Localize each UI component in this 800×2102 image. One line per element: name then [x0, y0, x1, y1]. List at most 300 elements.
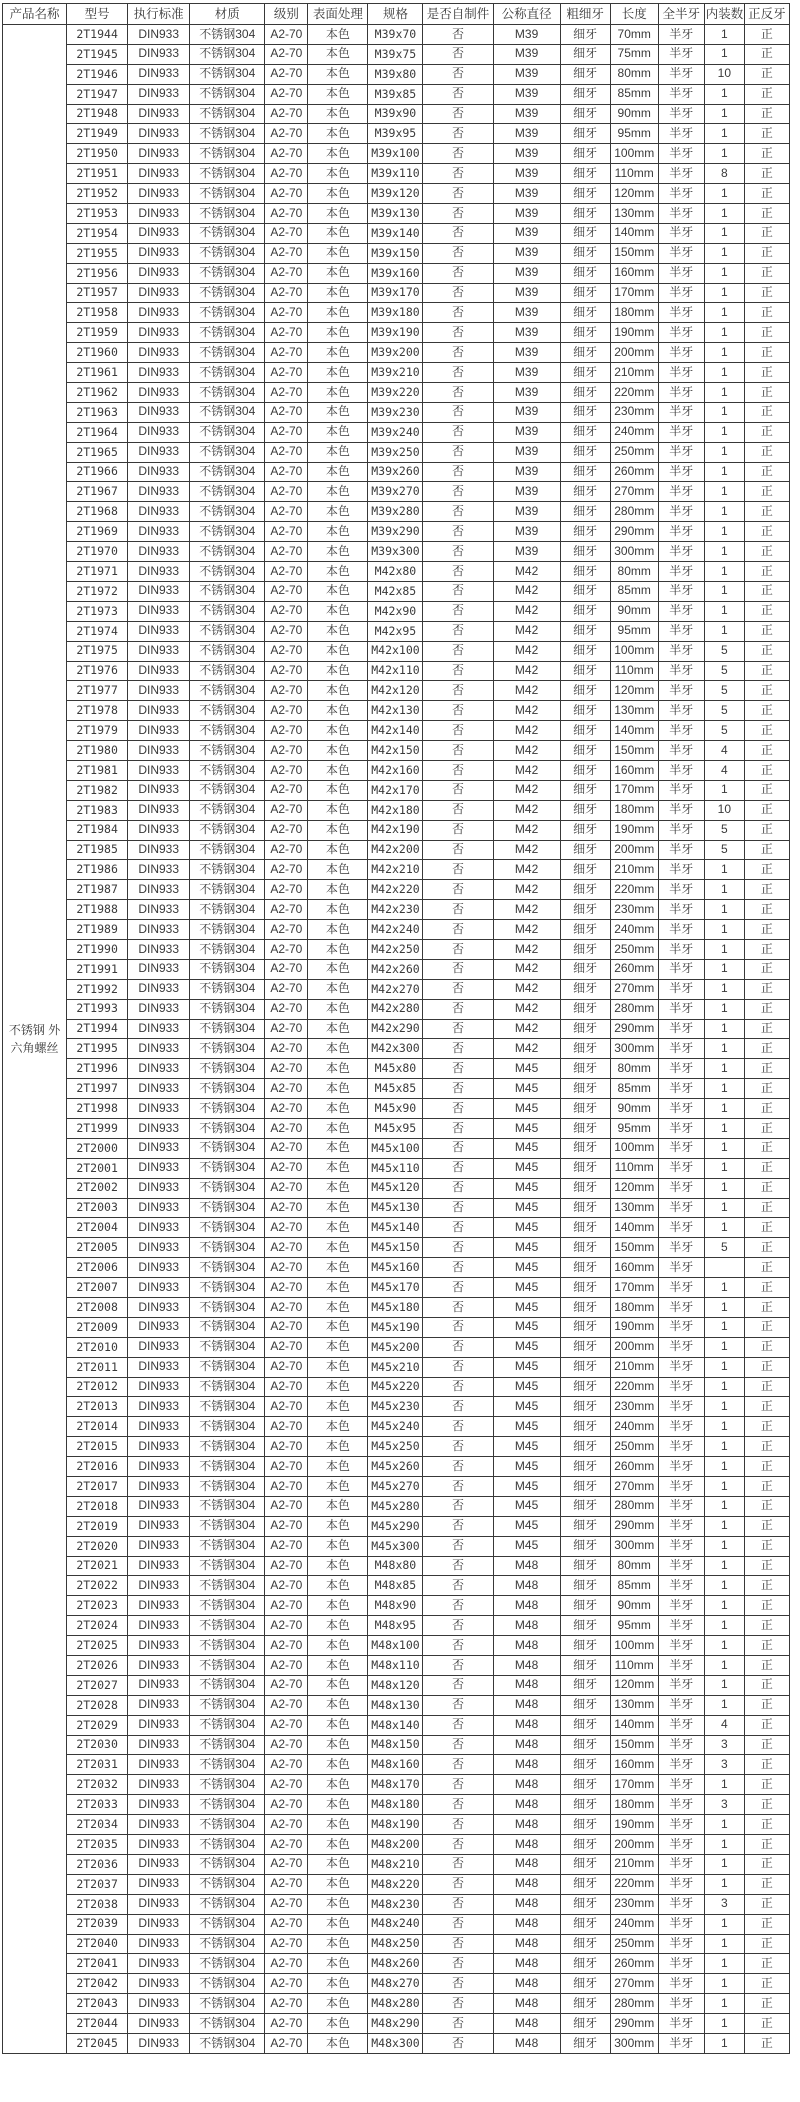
cell-grade: A2-70 — [265, 1258, 308, 1278]
cell-length: 160mm — [610, 1258, 658, 1278]
table-row — [3, 920, 790, 940]
cell-grade: A2-70 — [265, 1377, 308, 1397]
table-row — [3, 223, 790, 243]
cell-direction: 正 — [744, 999, 789, 1019]
cell-material: 不锈钢304 — [190, 1556, 265, 1576]
cell-pack-qty: 1 — [704, 1775, 744, 1795]
cell-material: 不锈钢304 — [190, 661, 265, 681]
cell-grade: A2-70 — [265, 1735, 308, 1755]
cell-model: 2T2004 — [67, 1218, 128, 1238]
cell-length: 100mm — [610, 144, 658, 164]
cell-model: 2T2034 — [67, 1815, 128, 1835]
cell-length: 170mm — [610, 780, 658, 800]
cell-self-made: 否 — [423, 1914, 493, 1934]
cell-model: 2T1960 — [67, 343, 128, 363]
cell-pack-qty: 1 — [704, 1835, 744, 1855]
cell-surface: 本色 — [308, 2014, 368, 2034]
cell-self-made: 否 — [423, 760, 493, 780]
cell-grade: A2-70 — [265, 900, 308, 920]
cell-self-made: 否 — [423, 562, 493, 582]
table-row — [3, 1079, 790, 1099]
cell-diameter: M45 — [493, 1218, 560, 1238]
cell-direction: 正 — [744, 243, 789, 263]
cell-thread-pitch: 细牙 — [560, 860, 610, 880]
cell-length: 200mm — [610, 1835, 658, 1855]
cell-surface: 本色 — [308, 383, 368, 403]
cell-thread-coverage: 半牙 — [658, 681, 704, 701]
cell-model: 2T1990 — [67, 939, 128, 959]
cell-pack-qty: 1 — [704, 25, 744, 45]
cell-thread-pitch: 细牙 — [560, 223, 610, 243]
cell-standard: DIN933 — [128, 1258, 190, 1278]
cell-spec: M48x170 — [368, 1775, 423, 1795]
cell-self-made: 否 — [423, 1516, 493, 1536]
cell-surface: 本色 — [308, 1437, 368, 1457]
cell-direction: 正 — [744, 44, 789, 64]
cell-length: 300mm — [610, 1039, 658, 1059]
cell-direction: 正 — [744, 840, 789, 860]
cell-self-made: 否 — [423, 1457, 493, 1477]
cell-standard: DIN933 — [128, 1377, 190, 1397]
cell-pack-qty: 1 — [704, 104, 744, 124]
cell-grade: A2-70 — [265, 104, 308, 124]
cell-length: 95mm — [610, 1118, 658, 1138]
cell-grade: A2-70 — [265, 1357, 308, 1377]
cell-model: 2T1974 — [67, 621, 128, 641]
cell-material: 不锈钢304 — [190, 1636, 265, 1656]
cell-material: 不锈钢304 — [190, 1596, 265, 1616]
cell-material: 不锈钢304 — [190, 1337, 265, 1357]
cell-model: 2T2012 — [67, 1377, 128, 1397]
cell-thread-pitch: 细牙 — [560, 1775, 610, 1795]
cell-material: 不锈钢304 — [190, 1934, 265, 1954]
cell-grade: A2-70 — [265, 542, 308, 562]
cell-thread-pitch: 细牙 — [560, 1317, 610, 1337]
cell-surface: 本色 — [308, 402, 368, 422]
cell-grade: A2-70 — [265, 204, 308, 224]
cell-thread-pitch: 细牙 — [560, 939, 610, 959]
cell-pack-qty: 4 — [704, 760, 744, 780]
cell-grade: A2-70 — [265, 502, 308, 522]
cell-grade: A2-70 — [265, 422, 308, 442]
table-row — [3, 661, 790, 681]
cell-diameter: M45 — [493, 1198, 560, 1218]
cell-self-made: 否 — [423, 1934, 493, 1954]
cell-pack-qty: 1 — [704, 1198, 744, 1218]
cell-direction: 正 — [744, 283, 789, 303]
cell-surface: 本色 — [308, 760, 368, 780]
cell-surface: 本色 — [308, 1556, 368, 1576]
table-row — [3, 402, 790, 422]
cell-diameter: M45 — [493, 1457, 560, 1477]
cell-thread-coverage: 半牙 — [658, 1914, 704, 1934]
cell-thread-coverage: 半牙 — [658, 1059, 704, 1079]
cell-model: 2T1994 — [67, 1019, 128, 1039]
cell-grade: A2-70 — [265, 1835, 308, 1855]
cell-direction: 正 — [744, 482, 789, 502]
cell-standard: DIN933 — [128, 621, 190, 641]
cell-direction: 正 — [744, 860, 789, 880]
cell-self-made: 否 — [423, 44, 493, 64]
cell-model: 2T1989 — [67, 920, 128, 940]
cell-thread-coverage: 半牙 — [658, 1118, 704, 1138]
cell-model: 2T1992 — [67, 979, 128, 999]
cell-thread-pitch: 细牙 — [560, 64, 610, 84]
cell-standard: DIN933 — [128, 860, 190, 880]
cell-direction: 正 — [744, 1437, 789, 1457]
cell-thread-pitch: 细牙 — [560, 1178, 610, 1198]
cell-thread-pitch: 细牙 — [560, 303, 610, 323]
cell-material: 不锈钢304 — [190, 1477, 265, 1497]
cell-self-made: 否 — [423, 323, 493, 343]
cell-pack-qty: 1 — [704, 1656, 744, 1676]
cell-length: 240mm — [610, 422, 658, 442]
cell-thread-pitch: 细牙 — [560, 1914, 610, 1934]
cell-direction: 正 — [744, 601, 789, 621]
cell-thread-pitch: 细牙 — [560, 164, 610, 184]
table-row — [3, 840, 790, 860]
cell-length: 90mm — [610, 1099, 658, 1119]
cell-thread-pitch: 细牙 — [560, 1437, 610, 1457]
cell-grade: A2-70 — [265, 343, 308, 363]
cell-model: 2T2030 — [67, 1735, 128, 1755]
table-row — [3, 1496, 790, 1516]
cell-spec: M39x180 — [368, 303, 423, 323]
cell-self-made: 否 — [423, 900, 493, 920]
table-row — [3, 1854, 790, 1874]
cell-length: 240mm — [610, 1914, 658, 1934]
cell-spec: M42x230 — [368, 900, 423, 920]
cell-spec: M48x80 — [368, 1556, 423, 1576]
cell-spec: M39x90 — [368, 104, 423, 124]
cell-thread-coverage: 半牙 — [658, 323, 704, 343]
cell-diameter: M45 — [493, 1138, 560, 1158]
table-row — [3, 1636, 790, 1656]
cell-diameter: M45 — [493, 1278, 560, 1298]
cell-grade: A2-70 — [265, 1934, 308, 1954]
cell-length: 120mm — [610, 184, 658, 204]
cell-diameter: M45 — [493, 1118, 560, 1138]
cell-thread-coverage: 半牙 — [658, 1556, 704, 1576]
cell-length: 140mm — [610, 223, 658, 243]
table-row — [3, 64, 790, 84]
cell-thread-pitch: 细牙 — [560, 1496, 610, 1516]
cell-length: 160mm — [610, 760, 658, 780]
cell-pack-qty: 1 — [704, 1079, 744, 1099]
cell-model: 2T2010 — [67, 1337, 128, 1357]
cell-material: 不锈钢304 — [190, 1715, 265, 1735]
cell-spec: M45x290 — [368, 1516, 423, 1536]
cell-thread-pitch: 细牙 — [560, 1695, 610, 1715]
cell-model: 2T1956 — [67, 263, 128, 283]
cell-model: 2T2039 — [67, 1914, 128, 1934]
table-row — [3, 880, 790, 900]
cell-grade: A2-70 — [265, 1079, 308, 1099]
cell-material: 不锈钢304 — [190, 800, 265, 820]
cell-thread-pitch: 细牙 — [560, 502, 610, 522]
cell-thread-coverage: 半牙 — [658, 621, 704, 641]
cell-diameter: M48 — [493, 1894, 560, 1914]
cell-length: 300mm — [610, 542, 658, 562]
cell-standard: DIN933 — [128, 223, 190, 243]
cell-pack-qty: 1 — [704, 204, 744, 224]
cell-grade: A2-70 — [265, 1178, 308, 1198]
cell-material: 不锈钢304 — [190, 1616, 265, 1636]
cell-surface: 本色 — [308, 1477, 368, 1497]
cell-length: 85mm — [610, 1576, 658, 1596]
cell-self-made: 否 — [423, 243, 493, 263]
cell-length: 120mm — [610, 681, 658, 701]
cell-thread-pitch: 细牙 — [560, 1278, 610, 1298]
table-row — [3, 760, 790, 780]
cell-length: 150mm — [610, 1735, 658, 1755]
cell-grade: A2-70 — [265, 64, 308, 84]
cell-material: 不锈钢304 — [190, 1755, 265, 1775]
cell-standard: DIN933 — [128, 601, 190, 621]
cell-spec: M45x180 — [368, 1298, 423, 1318]
cell-pack-qty: 1 — [704, 223, 744, 243]
cell-thread-pitch: 细牙 — [560, 1556, 610, 1576]
cell-diameter: M48 — [493, 1596, 560, 1616]
cell-thread-pitch: 细牙 — [560, 1079, 610, 1099]
cell-thread-coverage: 半牙 — [658, 1795, 704, 1815]
cell-standard: DIN933 — [128, 243, 190, 263]
cell-standard: DIN933 — [128, 1675, 190, 1695]
cell-diameter: M39 — [493, 482, 560, 502]
cell-length: 230mm — [610, 402, 658, 422]
cell-diameter: M45 — [493, 1317, 560, 1337]
cell-standard: DIN933 — [128, 84, 190, 104]
cell-model: 2T2041 — [67, 1954, 128, 1974]
cell-length: 230mm — [610, 1397, 658, 1417]
cell-surface: 本色 — [308, 1974, 368, 1994]
cell-diameter: M39 — [493, 323, 560, 343]
cell-pack-qty: 5 — [704, 681, 744, 701]
cell-standard: DIN933 — [128, 124, 190, 144]
cell-thread-coverage: 半牙 — [658, 641, 704, 661]
cell-spec: M39x130 — [368, 204, 423, 224]
product-spec-table — [2, 3, 790, 2054]
cell-spec: M45x130 — [368, 1198, 423, 1218]
cell-standard: DIN933 — [128, 1397, 190, 1417]
cell-grade: A2-70 — [265, 621, 308, 641]
cell-material: 不锈钢304 — [190, 1516, 265, 1536]
cell-thread-coverage: 半牙 — [658, 1516, 704, 1536]
cell-spec: M48x180 — [368, 1795, 423, 1815]
cell-material: 不锈钢304 — [190, 263, 265, 283]
cell-self-made: 否 — [423, 64, 493, 84]
cell-surface: 本色 — [308, 1576, 368, 1596]
cell-model: 2T2035 — [67, 1835, 128, 1855]
cell-grade: A2-70 — [265, 760, 308, 780]
cell-direction: 正 — [744, 1775, 789, 1795]
table-row — [3, 1218, 790, 1238]
cell-thread-pitch: 细牙 — [560, 1357, 610, 1377]
cell-spec: M39x100 — [368, 144, 423, 164]
cell-thread-pitch: 细牙 — [560, 283, 610, 303]
cell-thread-coverage: 半牙 — [658, 840, 704, 860]
cell-diameter: M39 — [493, 343, 560, 363]
cell-material: 不锈钢304 — [190, 641, 265, 661]
cell-diameter: M42 — [493, 562, 560, 582]
cell-length: 220mm — [610, 383, 658, 403]
cell-standard: DIN933 — [128, 64, 190, 84]
cell-model: 2T1964 — [67, 422, 128, 442]
cell-direction: 正 — [744, 721, 789, 741]
cell-standard: DIN933 — [128, 462, 190, 482]
cell-direction: 正 — [744, 1914, 789, 1934]
cell-standard: DIN933 — [128, 840, 190, 860]
cell-thread-coverage: 半牙 — [658, 601, 704, 621]
cell-spec: M39x160 — [368, 263, 423, 283]
header-row — [3, 4, 790, 25]
cell-standard: DIN933 — [128, 1835, 190, 1855]
cell-grade: A2-70 — [265, 1656, 308, 1676]
cell-thread-pitch: 细牙 — [560, 999, 610, 1019]
cell-spec: M45x240 — [368, 1417, 423, 1437]
cell-self-made: 否 — [423, 1715, 493, 1735]
cell-length: 80mm — [610, 1059, 658, 1079]
cell-length: 180mm — [610, 303, 658, 323]
table-row — [3, 442, 790, 462]
cell-model: 2T1963 — [67, 402, 128, 422]
cell-length: 210mm — [610, 1854, 658, 1874]
cell-thread-pitch: 细牙 — [560, 1755, 610, 1775]
cell-material: 不锈钢304 — [190, 124, 265, 144]
cell-standard: DIN933 — [128, 303, 190, 323]
cell-thread-pitch: 细牙 — [560, 144, 610, 164]
cell-standard: DIN933 — [128, 204, 190, 224]
cell-model: 2T2003 — [67, 1198, 128, 1218]
cell-thread-coverage: 半牙 — [658, 581, 704, 601]
cell-self-made: 否 — [423, 1695, 493, 1715]
table-row — [3, 1795, 790, 1815]
cell-thread-coverage: 半牙 — [658, 1874, 704, 1894]
cell-length: 100mm — [610, 1636, 658, 1656]
cell-thread-coverage: 半牙 — [658, 979, 704, 999]
cell-surface: 本色 — [308, 204, 368, 224]
cell-spec: M45x220 — [368, 1377, 423, 1397]
cell-self-made: 否 — [423, 2014, 493, 2034]
cell-grade: A2-70 — [265, 1298, 308, 1318]
cell-material: 不锈钢304 — [190, 760, 265, 780]
cell-material: 不锈钢304 — [190, 1218, 265, 1238]
cell-length: 120mm — [610, 1178, 658, 1198]
cell-surface: 本色 — [308, 1357, 368, 1377]
cell-spec: M45x110 — [368, 1158, 423, 1178]
cell-thread-pitch: 细牙 — [560, 422, 610, 442]
cell-pack-qty: 5 — [704, 840, 744, 860]
cell-length: 270mm — [610, 979, 658, 999]
cell-spec: M48x240 — [368, 1914, 423, 1934]
cell-thread-pitch: 细牙 — [560, 1118, 610, 1138]
cell-diameter: M39 — [493, 104, 560, 124]
cell-direction: 正 — [744, 681, 789, 701]
cell-diameter: M48 — [493, 2014, 560, 2034]
cell-model: 2T2023 — [67, 1596, 128, 1616]
cell-pack-qty: 1 — [704, 243, 744, 263]
cell-direction: 正 — [744, 303, 789, 323]
cell-direction: 正 — [744, 1337, 789, 1357]
cell-diameter: M39 — [493, 243, 560, 263]
cell-thread-pitch: 细牙 — [560, 462, 610, 482]
cell-thread-coverage: 半牙 — [658, 502, 704, 522]
cell-length: 190mm — [610, 1815, 658, 1835]
cell-model: 2T1983 — [67, 800, 128, 820]
cell-thread-pitch: 细牙 — [560, 661, 610, 681]
cell-pack-qty: 4 — [704, 741, 744, 761]
cell-model: 2T1944 — [67, 25, 128, 45]
cell-surface: 本色 — [308, 1914, 368, 1934]
table-row — [3, 363, 790, 383]
cell-standard: DIN933 — [128, 1457, 190, 1477]
table-row — [3, 1238, 790, 1258]
table-row — [3, 860, 790, 880]
cell-direction: 正 — [744, 383, 789, 403]
cell-standard: DIN933 — [128, 1099, 190, 1119]
cell-material: 不锈钢304 — [190, 1258, 265, 1278]
cell-surface: 本色 — [308, 1934, 368, 1954]
cell-direction: 正 — [744, 1934, 789, 1954]
cell-pack-qty: 5 — [704, 1238, 744, 1258]
cell-surface: 本色 — [308, 1317, 368, 1337]
cell-material: 不锈钢304 — [190, 402, 265, 422]
cell-diameter: M39 — [493, 164, 560, 184]
cell-self-made: 否 — [423, 1675, 493, 1695]
cell-length: 210mm — [610, 860, 658, 880]
cell-grade: A2-70 — [265, 1795, 308, 1815]
cell-thread-coverage: 半牙 — [658, 1138, 704, 1158]
cell-thread-coverage: 半牙 — [658, 363, 704, 383]
cell-model: 2T2038 — [67, 1894, 128, 1914]
cell-thread-coverage: 半牙 — [658, 1835, 704, 1855]
table-row — [3, 323, 790, 343]
col-header-nominal-diameter: 公称直径 — [493, 4, 560, 25]
cell-grade: A2-70 — [265, 402, 308, 422]
cell-standard: DIN933 — [128, 1417, 190, 1437]
cell-self-made: 否 — [423, 263, 493, 283]
table-row — [3, 939, 790, 959]
cell-thread-pitch: 细牙 — [560, 760, 610, 780]
cell-thread-pitch: 细牙 — [560, 1059, 610, 1079]
cell-standard: DIN933 — [128, 164, 190, 184]
cell-length: 150mm — [610, 243, 658, 263]
cell-thread-pitch: 细牙 — [560, 104, 610, 124]
cell-thread-pitch: 细牙 — [560, 1218, 610, 1238]
cell-direction: 正 — [744, 1099, 789, 1119]
cell-length: 140mm — [610, 721, 658, 741]
cell-grade: A2-70 — [265, 1914, 308, 1934]
cell-material: 不锈钢304 — [190, 1019, 265, 1039]
cell-diameter: M39 — [493, 422, 560, 442]
cell-grade: A2-70 — [265, 820, 308, 840]
cell-length: 200mm — [610, 840, 658, 860]
cell-material: 不锈钢304 — [190, 303, 265, 323]
cell-thread-pitch: 细牙 — [560, 263, 610, 283]
cell-thread-coverage: 半牙 — [658, 1616, 704, 1636]
cell-grade: A2-70 — [265, 1755, 308, 1775]
cell-model: 2T2029 — [67, 1715, 128, 1735]
cell-diameter: M39 — [493, 25, 560, 45]
cell-thread-coverage: 半牙 — [658, 1417, 704, 1437]
cell-material: 不锈钢304 — [190, 1377, 265, 1397]
cell-material: 不锈钢304 — [190, 25, 265, 45]
cell-self-made: 否 — [423, 920, 493, 940]
cell-length: 110mm — [610, 164, 658, 184]
table-row — [3, 1894, 790, 1914]
cell-model: 2T1986 — [67, 860, 128, 880]
cell-pack-qty: 1 — [704, 522, 744, 542]
